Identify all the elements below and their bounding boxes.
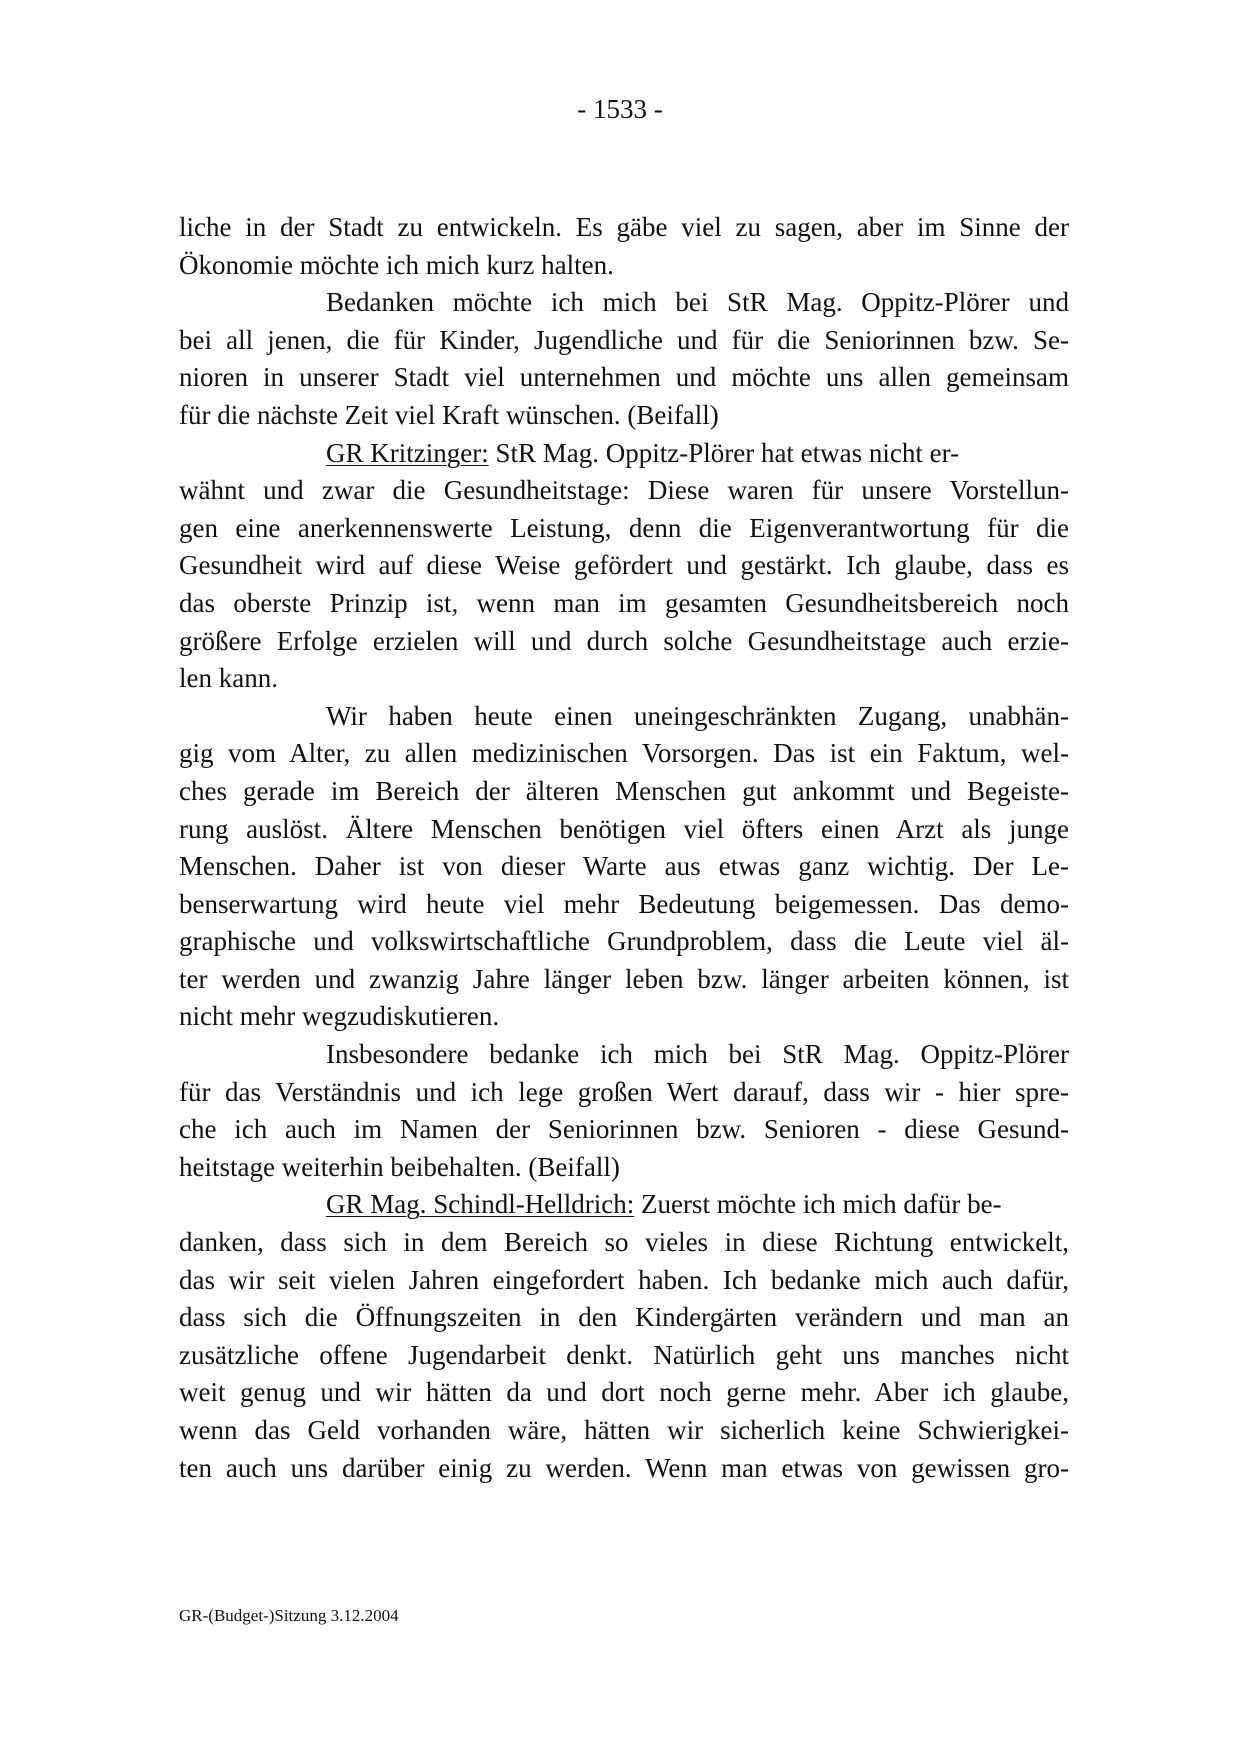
text-fragment: StR Mag. Oppitz-Plörer hat etwas nicht er- (495, 437, 960, 468)
text-line: benserwartung wird heute viel mehr Bedeutung beigemessen. Das demo- (179, 888, 1069, 919)
page-footer: GR-(Budget-)Sitzung 3.12.2004 (179, 1606, 399, 1625)
text-line: dass sich die Öffnungszeiten in den Kindergärten verändern und man an (179, 1302, 1069, 1333)
text-line: gen eine anerkennenswerte Leistung, denn die Eigenverantwortung für die (179, 512, 1069, 543)
text-line: nioren in unserer Stadt viel unternehmen und möchte uns allen gemeinsam (179, 362, 1069, 393)
text-line: Wir haben heute einen uneingeschränkten Zugang, unabhän- (326, 700, 1069, 731)
speaker-name: GR Mag. Schindl-Helldrich: (326, 1189, 635, 1220)
text-line: zusätzliche offene Jugendarbeit denkt. Natürlich geht uns manches nicht (179, 1339, 1069, 1370)
text-line: liche in der Stadt zu entwickeln. Es gäbe viel zu sagen, aber im Sinne der (179, 212, 1069, 242)
text-line: ten auch uns darüber einig zu werden. Wenn man etwas von gewissen gro- (179, 1452, 1069, 1483)
text-line: gig vom Alter, zu allen medizinischen Vorsorgen. Das ist ein Faktum, wel- (179, 738, 1069, 769)
text-fragment: Zuerst möchte ich mich dafür be- (640, 1189, 1002, 1220)
text-line: wenn das Geld vorhanden wäre, hätten wir sicherlich keine Schwierigkei- (179, 1415, 1069, 1445)
speaker-line (179, 435, 1069, 473)
text-line: weit genug und wir hätten da und dort noch gerne mehr. Aber ich glaube, (179, 1377, 1069, 1408)
text-line: Bedanken möchte ich mich bei StR Mag. Oppitz-Plörer und (326, 287, 1069, 318)
text-line: Gesundheit wird auf diese Weise gefördert und gestärkt. Ich glaube, dass es (179, 550, 1069, 581)
text-line: für das Verständnis und ich lege großen Wert darauf, dass wir - hier spre- (179, 1076, 1069, 1107)
text-line: das wir seit vielen Jahren eingefordert haben. Ich bedanke mich auch dafür, (179, 1264, 1069, 1295)
text-line: Menschen. Daher ist von dieser Warte aus etwas ganz wichtig. Der Le- (179, 851, 1069, 882)
text-line: das oberste Prinzip ist, wenn man im gesamten Gesundheitsbereich noch (179, 587, 1069, 618)
text-line: größere Erfolge erzielen will und durch solche Gesundheitstage auch erzie- (179, 625, 1069, 656)
text-line: wähnt und zwar die Gesundheitstage: Diese waren für unsere Vorstellun- (179, 475, 1069, 506)
text-line: len kann. (179, 663, 278, 694)
text-line: Ökonomie möchte ich mich kurz halten. (179, 249, 614, 280)
text-line: für die nächste Zeit viel Kraft wünschen. (Beifall) (179, 399, 719, 430)
text-line: bei all jenen, die für Kinder, Jugendliche und für die Seniorinnen bzw. Se- (179, 324, 1069, 355)
text-line: che ich auch im Namen der Seniorinnen bzw. Senioren - diese Gesund- (179, 1114, 1069, 1145)
speaker-line (179, 1186, 1069, 1224)
text-line: ches gerade im Bereich der älteren Menschen gut ankommt und Begeiste- (179, 775, 1069, 806)
page-number: - 1533 - (577, 94, 663, 124)
speaker-name: GR Kritzinger: (326, 437, 489, 468)
text-line: heitstage weiterhin beibehalten. (Beifall) (179, 1151, 620, 1182)
document-body (179, 209, 1069, 1487)
text-line: rung auslöst. Ältere Menschen benötigen viel öfters einen Arzt als junge (179, 813, 1069, 844)
text-line: nicht mehr wegzudiskutieren. (179, 1001, 500, 1032)
text-line: danken, dass sich in dem Bereich so vieles in diese Richtung entwickelt, (179, 1227, 1069, 1258)
text-line: graphische und volkswirtschaftliche Grundproblem, dass die Leute viel äl- (179, 926, 1069, 957)
text-line: ter werden und zwanzig Jahre länger leben bzw. länger arbeiten können, ist (179, 963, 1069, 994)
text-line: Insbesondere bedanke ich mich bei StR Mag. Oppitz-Plörer (326, 1039, 1069, 1070)
